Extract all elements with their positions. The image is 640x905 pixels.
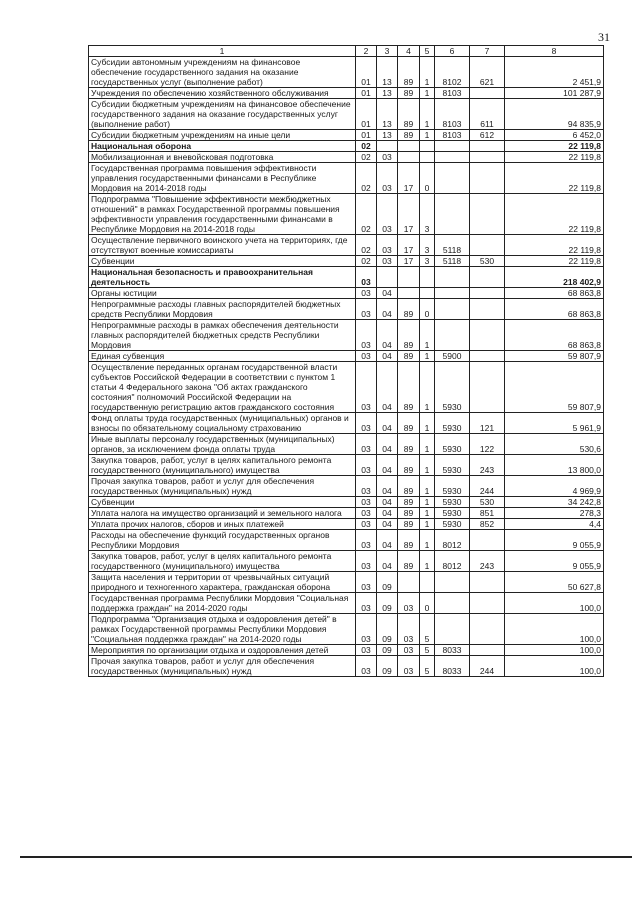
row-name-cell: Непрограммные расходы в рамках обеспечения деятельности главных распорядителей бюджетных средств Республики Мордовия <box>89 320 356 351</box>
item-code-cell <box>435 163 470 194</box>
subsection-code-cell: 04 <box>377 288 398 299</box>
program-code-cell: 89 <box>398 455 420 476</box>
table-row <box>89 194 604 235</box>
amount-cell: 100,0 <box>505 593 604 614</box>
expense-type-cell: 621 <box>470 57 505 88</box>
amount-cell: 22 119,8 <box>505 141 604 152</box>
table-row <box>89 645 604 656</box>
table-row <box>89 320 604 351</box>
row-name-cell: Государственная программа повышения эффективности управления государственными финансами в Республике Мордовия на 2014-2018 годы <box>89 163 356 194</box>
subsection-code-cell: 04 <box>377 519 398 530</box>
item-code-cell <box>435 299 470 320</box>
subprogram-code-cell: 1 <box>420 519 435 530</box>
section-code-cell: 03 <box>356 645 377 656</box>
table-row <box>89 299 604 320</box>
row-name-cell: Единая субвенция <box>89 351 356 362</box>
program-code-cell: 89 <box>398 413 420 434</box>
expense-type-cell: 611 <box>470 99 505 130</box>
row-name-cell: Органы юстиции <box>89 288 356 299</box>
table-row <box>89 235 604 256</box>
section-code-cell: 03 <box>356 299 377 320</box>
subsection-code-cell: 09 <box>377 614 398 645</box>
section-code-cell: 03 <box>356 413 377 434</box>
section-code-cell: 03 <box>356 508 377 519</box>
table-row <box>89 88 604 99</box>
row-name-cell: Уплата прочих налогов, сборов и иных платежей <box>89 519 356 530</box>
row-name-cell: Субсидии бюджетным учреждениям на финансовое обеспечение государственного задания на оказание государственных услуг (выполнение работ) <box>89 99 356 130</box>
program-code-cell <box>398 141 420 152</box>
expense-type-cell <box>470 141 505 152</box>
item-code-cell <box>435 141 470 152</box>
amount-cell: 218 402,9 <box>505 267 604 288</box>
amount-cell: 2 451,9 <box>505 57 604 88</box>
table-body <box>89 57 604 677</box>
table-row <box>89 141 604 152</box>
subprogram-code-cell: 1 <box>420 413 435 434</box>
row-name-cell: Мероприятия по организации отдыха и оздоровления детей <box>89 645 356 656</box>
subprogram-code-cell: 5 <box>420 645 435 656</box>
expense-type-cell: 244 <box>470 476 505 497</box>
subprogram-code-cell: 1 <box>420 362 435 413</box>
expense-type-cell: 851 <box>470 508 505 519</box>
item-code-cell: 5930 <box>435 508 470 519</box>
table-row <box>89 656 604 677</box>
expense-type-cell <box>470 288 505 299</box>
row-name-cell: Учреждения по обеспечению хозяйственного обслуживания <box>89 88 356 99</box>
amount-cell: 4,4 <box>505 519 604 530</box>
amount-cell: 278,3 <box>505 508 604 519</box>
amount-cell: 59 807,9 <box>505 362 604 413</box>
amount-cell: 5 961,9 <box>505 413 604 434</box>
table-row <box>89 267 604 288</box>
subsection-code-cell: 04 <box>377 351 398 362</box>
expense-type-cell <box>470 614 505 645</box>
column-header: 5 <box>420 46 435 57</box>
table-row <box>89 476 604 497</box>
section-code-cell: 03 <box>356 614 377 645</box>
subsection-code-cell: 13 <box>377 57 398 88</box>
row-name-cell: Субсидии автономным учреждениям на финансовое обеспечение государственного задания на оказание государственных услуг (выполнение работ) <box>89 57 356 88</box>
item-code-cell <box>435 267 470 288</box>
item-code-cell: 5930 <box>435 434 470 455</box>
section-code-cell: 01 <box>356 88 377 99</box>
amount-cell: 68 863,8 <box>505 299 604 320</box>
table-row <box>89 455 604 476</box>
subprogram-code-cell: 3 <box>420 235 435 256</box>
section-code-cell: 03 <box>356 434 377 455</box>
expense-type-cell: 122 <box>470 434 505 455</box>
expense-type-cell <box>470 152 505 163</box>
item-code-cell <box>435 194 470 235</box>
amount-cell: 22 119,8 <box>505 235 604 256</box>
expense-type-cell <box>470 267 505 288</box>
program-code-cell: 03 <box>398 656 420 677</box>
expense-type-cell <box>470 530 505 551</box>
subsection-code-cell <box>377 141 398 152</box>
subsection-code-cell: 13 <box>377 88 398 99</box>
subsection-code-cell: 04 <box>377 497 398 508</box>
program-code-cell: 89 <box>398 497 420 508</box>
table-row <box>89 163 604 194</box>
subprogram-code-cell: 3 <box>420 256 435 267</box>
amount-cell: 22 119,8 <box>505 256 604 267</box>
amount-cell: 68 863,8 <box>505 320 604 351</box>
section-code-cell: 01 <box>356 130 377 141</box>
table-row <box>89 57 604 88</box>
table-row <box>89 288 604 299</box>
program-code-cell: 89 <box>398 130 420 141</box>
expense-type-cell: 121 <box>470 413 505 434</box>
column-header: 4 <box>398 46 420 57</box>
table-row <box>89 362 604 413</box>
table-row <box>89 99 604 130</box>
item-code-cell: 5900 <box>435 351 470 362</box>
amount-cell: 68 863,8 <box>505 288 604 299</box>
subsection-code-cell: 04 <box>377 455 398 476</box>
table-row <box>89 508 604 519</box>
program-code-cell: 03 <box>398 593 420 614</box>
row-name-cell: Закупка товаров, работ, услуг в целях капитального ремонта государственного (муниципального) имущества <box>89 455 356 476</box>
subprogram-code-cell: 1 <box>420 320 435 351</box>
subsection-code-cell: 04 <box>377 508 398 519</box>
row-name-cell: Прочая закупка товаров, работ и услуг для обеспечения государственных (муниципальных) нужд <box>89 476 356 497</box>
expense-type-cell: 244 <box>470 656 505 677</box>
program-code-cell: 89 <box>398 351 420 362</box>
amount-cell: 59 807,9 <box>505 351 604 362</box>
table-row <box>89 152 604 163</box>
subprogram-code-cell: 0 <box>420 299 435 320</box>
section-code-cell: 03 <box>356 288 377 299</box>
section-code-cell: 03 <box>356 551 377 572</box>
program-code-cell: 89 <box>398 362 420 413</box>
table-row <box>89 434 604 455</box>
table-row <box>89 519 604 530</box>
amount-cell: 13 800,0 <box>505 455 604 476</box>
subprogram-code-cell: 1 <box>420 551 435 572</box>
item-code-cell: 5118 <box>435 256 470 267</box>
column-header: 6 <box>435 46 470 57</box>
section-code-cell: 02 <box>356 235 377 256</box>
row-name-cell: Субвенции <box>89 497 356 508</box>
amount-cell: 22 119,8 <box>505 194 604 235</box>
program-code-cell <box>398 267 420 288</box>
row-name-cell: Подпрограмма "Повышение эффективности межбюджетных отношений" в рамках Государственной программы повышения эффективности управления государственными финансами в Республике Мордовия на 2014-2018 годы <box>89 194 356 235</box>
table-row <box>89 256 604 267</box>
subprogram-code-cell: 0 <box>420 593 435 614</box>
subprogram-code-cell: 1 <box>420 351 435 362</box>
item-code-cell: 5930 <box>435 455 470 476</box>
item-code-cell: 8102 <box>435 57 470 88</box>
program-code-cell: 89 <box>398 508 420 519</box>
subsection-code-cell: 03 <box>377 163 398 194</box>
item-code-cell <box>435 288 470 299</box>
expense-type-cell <box>470 163 505 194</box>
subprogram-code-cell: 1 <box>420 99 435 130</box>
program-code-cell: 89 <box>398 57 420 88</box>
subprogram-code-cell <box>420 152 435 163</box>
item-code-cell: 8103 <box>435 88 470 99</box>
section-code-cell: 03 <box>356 476 377 497</box>
subprogram-code-cell: 3 <box>420 194 435 235</box>
item-code-cell: 8103 <box>435 130 470 141</box>
subsection-code-cell: 09 <box>377 593 398 614</box>
table-row <box>89 551 604 572</box>
program-code-cell: 89 <box>398 299 420 320</box>
item-code-cell <box>435 614 470 645</box>
subprogram-code-cell: 5 <box>420 656 435 677</box>
item-code-cell: 8033 <box>435 645 470 656</box>
program-code-cell: 89 <box>398 476 420 497</box>
item-code-cell: 5930 <box>435 519 470 530</box>
section-code-cell: 03 <box>356 455 377 476</box>
section-code-cell: 03 <box>356 267 377 288</box>
column-header: 7 <box>470 46 505 57</box>
column-header: 1 <box>89 46 356 57</box>
amount-cell: 94 835,9 <box>505 99 604 130</box>
table-row <box>89 572 604 593</box>
item-code-cell: 5118 <box>435 235 470 256</box>
item-code-cell: 5930 <box>435 497 470 508</box>
section-code-cell: 03 <box>356 362 377 413</box>
amount-cell: 6 452,0 <box>505 130 604 141</box>
subsection-code-cell: 04 <box>377 476 398 497</box>
item-code-cell: 8012 <box>435 530 470 551</box>
program-code-cell: 89 <box>398 99 420 130</box>
column-header: 2 <box>356 46 377 57</box>
expense-type-cell <box>470 645 505 656</box>
section-code-cell: 01 <box>356 57 377 88</box>
row-name-cell: Подпрограмма "Организация отдыха и оздоровления детей" в рамках Государственной программы Республики Мордовия "Социальная поддержка граждан" на 2014-2020 годы <box>89 614 356 645</box>
program-code-cell: 03 <box>398 645 420 656</box>
row-name-cell: Национальная оборона <box>89 141 356 152</box>
section-code-cell: 01 <box>356 99 377 130</box>
subprogram-code-cell: 1 <box>420 530 435 551</box>
table-row <box>89 614 604 645</box>
section-code-cell: 02 <box>356 141 377 152</box>
subprogram-code-cell: 1 <box>420 434 435 455</box>
program-code-cell: 17 <box>398 163 420 194</box>
program-code-cell: 03 <box>398 614 420 645</box>
program-code-cell: 89 <box>398 320 420 351</box>
amount-cell: 100,0 <box>505 656 604 677</box>
subprogram-code-cell: 0 <box>420 163 435 194</box>
section-code-cell: 03 <box>356 497 377 508</box>
expense-type-cell: 243 <box>470 455 505 476</box>
row-name-cell: Осуществление переданных органам государственной власти субъектов Российской Федерации в соответствии с пунктом 1 статьи 4 Федерального закона "Об актах гражданского состояния" полномочий Российской Федерации на государственную регистрацию актов гражданского состояния <box>89 362 356 413</box>
program-code-cell: 89 <box>398 530 420 551</box>
subprogram-code-cell <box>420 141 435 152</box>
section-code-cell: 03 <box>356 320 377 351</box>
section-code-cell: 03 <box>356 572 377 593</box>
amount-cell: 22 119,8 <box>505 163 604 194</box>
program-code-cell: 17 <box>398 235 420 256</box>
subsection-code-cell: 03 <box>377 235 398 256</box>
section-code-cell: 03 <box>356 351 377 362</box>
subprogram-code-cell <box>420 288 435 299</box>
page-number: 31 <box>598 30 610 44</box>
section-code-cell: 02 <box>356 163 377 194</box>
row-name-cell: Иные выплаты персоналу государственных (муниципальных) органов, за исключением фонда оплаты труда <box>89 434 356 455</box>
subprogram-code-cell: 1 <box>420 508 435 519</box>
row-name-cell: Непрограммные расходы главных распорядителей бюджетных средств Республики Мордовия <box>89 299 356 320</box>
expense-type-cell <box>470 320 505 351</box>
column-header: 3 <box>377 46 398 57</box>
item-code-cell: 5930 <box>435 362 470 413</box>
expense-type-cell: 852 <box>470 519 505 530</box>
subprogram-code-cell: 1 <box>420 130 435 141</box>
subsection-code-cell: 03 <box>377 256 398 267</box>
amount-cell: 530,6 <box>505 434 604 455</box>
amount-cell: 4 969,9 <box>505 476 604 497</box>
program-code-cell <box>398 152 420 163</box>
row-name-cell: Национальная безопасность и правоохранительная деятельность <box>89 267 356 288</box>
row-name-cell: Государственная программа Республики Мордовия "Социальная поддержка граждан" на 2014-2020 годы <box>89 593 356 614</box>
table-row <box>89 413 604 434</box>
subsection-code-cell: 13 <box>377 130 398 141</box>
table-row <box>89 593 604 614</box>
subsection-code-cell: 04 <box>377 362 398 413</box>
program-code-cell: 17 <box>398 194 420 235</box>
table-row <box>89 130 604 141</box>
expense-type-cell <box>470 362 505 413</box>
section-code-cell: 02 <box>356 256 377 267</box>
expense-type-cell <box>470 235 505 256</box>
row-name-cell: Расходы на обеспечение функций государственных органов Республики Мордовия <box>89 530 356 551</box>
amount-cell: 34 242,8 <box>505 497 604 508</box>
section-code-cell: 03 <box>356 519 377 530</box>
row-name-cell: Осуществление первичного воинского учета на территориях, где отсутствуют военные комиссариаты <box>89 235 356 256</box>
expense-type-cell <box>470 593 505 614</box>
amount-cell: 101 287,9 <box>505 88 604 99</box>
subsection-code-cell: 03 <box>377 194 398 235</box>
program-code-cell: 89 <box>398 551 420 572</box>
section-code-cell: 02 <box>356 152 377 163</box>
amount-cell: 9 055,9 <box>505 551 604 572</box>
subsection-code-cell: 04 <box>377 530 398 551</box>
expense-type-cell: 530 <box>470 497 505 508</box>
table-row <box>89 530 604 551</box>
table-row <box>89 497 604 508</box>
expense-type-cell <box>470 351 505 362</box>
subprogram-code-cell <box>420 267 435 288</box>
expense-type-cell <box>470 299 505 320</box>
item-code-cell: 5930 <box>435 413 470 434</box>
column-header: 8 <box>505 46 604 57</box>
item-code-cell: 8033 <box>435 656 470 677</box>
amount-cell: 50 627,8 <box>505 572 604 593</box>
expense-type-cell: 612 <box>470 130 505 141</box>
amount-cell: 100,0 <box>505 645 604 656</box>
subsection-code-cell: 09 <box>377 572 398 593</box>
subsection-code-cell: 03 <box>377 152 398 163</box>
subprogram-code-cell: 1 <box>420 88 435 99</box>
item-code-cell <box>435 572 470 593</box>
row-name-cell: Фонд оплаты труда государственных (муниципальных) органов и взносы по обязательному социальному страхованию <box>89 413 356 434</box>
table-row <box>89 351 604 362</box>
expense-type-cell: 530 <box>470 256 505 267</box>
program-code-cell: 89 <box>398 519 420 530</box>
section-code-cell: 03 <box>356 656 377 677</box>
amount-cell: 22 119,8 <box>505 152 604 163</box>
page-bottom-rule <box>20 856 632 858</box>
item-code-cell: 8012 <box>435 551 470 572</box>
amount-cell: 9 055,9 <box>505 530 604 551</box>
subsection-code-cell: 04 <box>377 413 398 434</box>
section-code-cell: 03 <box>356 530 377 551</box>
subprogram-code-cell <box>420 572 435 593</box>
expense-type-cell <box>470 572 505 593</box>
subprogram-code-cell: 1 <box>420 455 435 476</box>
program-code-cell: 89 <box>398 88 420 99</box>
row-name-cell: Защита населения и территории от чрезвычайных ситуаций природного и техногенного характера, гражданская оборона <box>89 572 356 593</box>
item-code-cell <box>435 152 470 163</box>
program-code-cell <box>398 288 420 299</box>
expense-type-cell: 243 <box>470 551 505 572</box>
item-code-cell: 8103 <box>435 99 470 130</box>
table-header-row <box>89 46 604 57</box>
row-name-cell: Мобилизационная и вневойсковая подготовка <box>89 152 356 163</box>
subsection-code-cell: 04 <box>377 299 398 320</box>
row-name-cell: Уплата налога на имущество организаций и земельного налога <box>89 508 356 519</box>
subsection-code-cell <box>377 267 398 288</box>
row-name-cell: Закупка товаров, работ, услуг в целях капитального ремонта государственного (муниципального) имущества <box>89 551 356 572</box>
subsection-code-cell: 09 <box>377 645 398 656</box>
amount-cell: 100,0 <box>505 614 604 645</box>
budget-table <box>88 45 604 677</box>
subsection-code-cell: 13 <box>377 99 398 130</box>
subprogram-code-cell: 1 <box>420 57 435 88</box>
row-name-cell: Субсидии бюджетным учреждениям на иные цели <box>89 130 356 141</box>
expense-type-cell <box>470 88 505 99</box>
subprogram-code-cell: 5 <box>420 614 435 645</box>
item-code-cell <box>435 593 470 614</box>
row-name-cell: Субвенции <box>89 256 356 267</box>
program-code-cell: 17 <box>398 256 420 267</box>
program-code-cell: 89 <box>398 434 420 455</box>
item-code-cell <box>435 320 470 351</box>
subsection-code-cell: 04 <box>377 320 398 351</box>
expense-type-cell <box>470 194 505 235</box>
program-code-cell <box>398 572 420 593</box>
row-name-cell: Прочая закупка товаров, работ и услуг для обеспечения государственных (муниципальных) нужд <box>89 656 356 677</box>
subsection-code-cell: 04 <box>377 434 398 455</box>
subsection-code-cell: 09 <box>377 656 398 677</box>
section-code-cell: 02 <box>356 194 377 235</box>
subsection-code-cell: 04 <box>377 551 398 572</box>
subprogram-code-cell: 1 <box>420 497 435 508</box>
section-code-cell: 03 <box>356 593 377 614</box>
subprogram-code-cell: 1 <box>420 476 435 497</box>
item-code-cell: 5930 <box>435 476 470 497</box>
